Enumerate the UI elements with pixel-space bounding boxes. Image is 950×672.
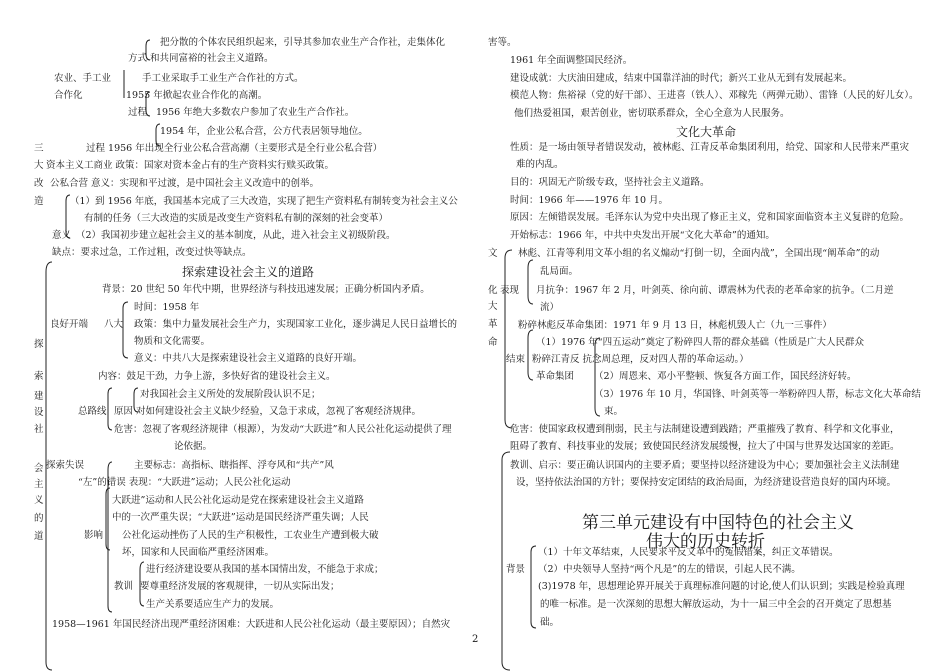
- perf-3: 月抗争：1967 年 2 月，叶剑英、徐向前、谭震林为代表的老革命家的抗争。（二月逆: [536, 285, 894, 296]
- unit-subtitle: 伟大的历史转折: [646, 532, 765, 552]
- cultural-revolution-title: 文化大革命: [676, 125, 737, 139]
- perf-1: 林彪、江青等利用文革小组的名义煽动“打倒一切，全面内战”，全国出现“阐革命”的动: [518, 248, 880, 259]
- harm-1: 危害：使国家政权遭到削弱，民主与法制建设遭到践踏；严重摧残了教育、科学和文化事业，: [510, 424, 900, 435]
- nature-1: 性质：是一场由领导者错误发动，被林彪、江青反革命集团利用，给党、国家和人民带来严重灾: [510, 142, 910, 153]
- significance-2: （2）我国初步建立起社会主义的基本制度，从此，进入社会主义初级阶段。: [76, 230, 396, 241]
- explore-side-5: 会: [34, 463, 44, 474]
- background: 背景：20 世纪 50 年代中期，世界经济与科技迅速发展；正确分析国内矛盾。: [102, 284, 430, 295]
- process-1956: 过程 1956 年出现全行业公私合营高潮（主要形式是全行业公私合营）: [86, 143, 383, 154]
- background-3b: 的唯一标准。是一次深刻的思想大解放运动，为十一届三中全会的召开奠定了思想基: [540, 599, 892, 610]
- purpose: 目的：巩固无产阶级专政，坚持社会主义道路。: [510, 177, 710, 188]
- intro-line-2: 方式 和共同富裕的社会主义道路。: [128, 53, 274, 64]
- unit-title: 第三单元建设有中国特色的社会主义: [582, 513, 854, 533]
- handicraft-way: 手工业采取手工业生产合作社的方式。: [142, 73, 304, 84]
- harm-2: 论依据。: [174, 441, 213, 452]
- gang-2: 粉碎江青反 抗念周总理，反对四人帮的革命运动。）: [532, 354, 749, 365]
- intro-line-1: 把分散的个体农民组织起来，引导其参加农业生产合作社，走集体化: [160, 37, 446, 48]
- capitalist-policy: 资本主义工商业 政策：国家对资本金占有的生产资料实行赎买政策。: [46, 160, 335, 171]
- gang-3: （2）周恩来、邓小平整顿、恢复各方面工作，国民经济好转。: [594, 371, 857, 382]
- significance-label: 意义: [52, 230, 72, 241]
- cause: 原因：左倾错误发展。毛泽东认为党中央出现了修正主义，党和国家面临资本主义复辟的危险。: [510, 212, 910, 223]
- start-sign: 开始标志：1966 年，中共中央发出开展“文化大革命”的通知。: [510, 230, 775, 241]
- commune-1954: 1954 年，企业公私合营，公方代表居领导地位。: [160, 126, 368, 137]
- significance-1b: 有制的任务（三大改造的实质是改变生产资料私有制的深刻的社会变革）: [84, 213, 389, 224]
- agri-1955: 1955 年掀起农业合作化的高潮。: [126, 90, 268, 101]
- reason-2: 原因 对如何建设社会主义缺少经验，又急于求成，忽视了客观经济规律。: [114, 406, 422, 417]
- content: 内容：鼓足干劲，力争上游，多快好省的建设社会主义。: [98, 371, 336, 382]
- background-2: （2）中央领导人坚持“两个凡是”的左的错误，引起人民不满。: [538, 564, 801, 575]
- explore-side-3: 设: [34, 407, 44, 418]
- perf-2: 乱局面。: [540, 266, 579, 277]
- gang-label: 革命集团: [536, 371, 575, 382]
- side-san: 三: [34, 143, 44, 154]
- cont-disaster: 害等。: [488, 37, 517, 48]
- explore-side-4: 社: [34, 424, 44, 435]
- explore-side-7: 义: [34, 495, 44, 506]
- harm-2: 阻碍了教育、科技事业的发展；致使国民经济发展缓慢，拉大了中国与世界发达国家的差距。: [510, 441, 900, 452]
- gang-4b: 束。: [604, 406, 624, 417]
- general-line-label: 总路线: [78, 406, 107, 417]
- cr-side-0: 文: [488, 248, 498, 259]
- leap-3: 公社化运动挫伤了人民的生产积极性，工农业生产遭到极大破: [122, 530, 379, 541]
- side-gai: 改: [34, 178, 44, 189]
- background-3: (3)1978 年，思想理论界开展关于真理标准问题的讨论,使人们认识到；实践是检验真理: [538, 581, 905, 592]
- leap-2: 中的一次严重失误；“大跃进”运动是国民经济严重失调；人民: [112, 512, 369, 523]
- process-label: 过程: [128, 107, 148, 118]
- public-private: 公私合营 意义：实现和平过渡，是中国社会主义改造中的创举。: [50, 178, 320, 189]
- significance-1a: （1）到 1956 年底，我国基本完成了三大改造，实现了把生产资料私有制转变为社会主义公: [70, 196, 458, 207]
- lesson-2: 要尊重经济发展的客观规律，一切从实际出发；: [140, 581, 340, 592]
- agri-1956: 1956 年绝大多数农户参加了农业生产合作社。: [156, 107, 355, 118]
- policy-1: 政策：集中力量发展社会生产力，实现国家工业化，逐步满足人民日益增长的: [134, 319, 458, 330]
- policy-2: 物质和文化需要。: [134, 336, 211, 347]
- explore-side-0: 探: [34, 339, 44, 350]
- cr-side-2: 大: [488, 301, 498, 312]
- meaning-eighth: 意义：中共八大是探索建设社会主义道路的良好开端。: [134, 353, 363, 364]
- cr-side-3: 革: [488, 319, 498, 330]
- left-error: “左”的错误 表现：“大跃进”运动；人民公社化运动: [78, 477, 291, 488]
- background-1: （1）十年文革结束，人民要求平反文革中的冤假错案，纠正文革错误。: [538, 547, 839, 558]
- end-label: 结束: [506, 354, 526, 365]
- explore-side-1: 索: [34, 371, 44, 382]
- cr-side-4: 命: [488, 337, 498, 348]
- time: 时间：1966 年——1976 年 10 月。: [510, 195, 669, 206]
- lesson-1: 进行经济建设要从我国的基本国情出发，不能急于求成；: [146, 564, 384, 575]
- model-figures-2: 他们热爱祖国，艰苦创业，密切联系群众，全心全意为人民服务。: [514, 108, 790, 119]
- leap-1: 大跃进”运动和人民公社化运动是党在探索建设社会主义道路: [112, 495, 364, 506]
- lesson-1: 教训、启示：要正确认识国内的主要矛盾；要坚持以经济建设为中心；要加强社会主义法制建: [510, 460, 900, 471]
- harm-1: 危害：忽视了客观经济规律（根源），为发动“大跃进”和人民公社化运动提供了理: [114, 424, 452, 435]
- page-number: 2: [472, 634, 479, 645]
- lesson-3: 生产关系要适应生产力的发展。: [146, 599, 280, 610]
- lesson-label: 教训: [114, 581, 134, 592]
- lesson-2: 设，坚持依法治国的方针；要保持安定团结的政治局面，为经济建设营造良好的国内环境。: [516, 477, 897, 488]
- background-label: 背景: [506, 564, 526, 575]
- side-da: 大: [34, 160, 44, 171]
- explore-side-2: 建: [34, 391, 44, 402]
- lin-biao: 粉碎林彪反革命集团：1971 年 9 月 13 日，林彪机毁人亡（九一三事件）: [518, 320, 832, 331]
- explore-section-title: 探索建设社会主义的道路: [182, 265, 315, 279]
- explore-side-8: 的: [34, 513, 44, 524]
- adjust-1961: 1961 年全面调整国民经济。: [510, 55, 633, 66]
- background-3c: 础。: [540, 617, 560, 628]
- leap-4: 坏，国家和人民面临严重经济困难。: [122, 547, 275, 558]
- eighth-congress: 八大: [104, 319, 124, 330]
- good-start-label: 良好开端: [50, 319, 89, 330]
- gang-4: （3）1976 年 10 月，华国锋、叶剑英等一举粉碎四人帮，标志文化大革命结: [594, 389, 921, 400]
- model-figures: 模范人物：焦裕禄（党的好干部）、王进喜（铁人）、邓稼先（两弹元勋）、雷锋（人民的好儿女）。: [510, 90, 919, 101]
- shortcoming: 缺点：要求过急，工作过粗，改变过快等缺点。: [52, 247, 252, 258]
- side-zao: 造: [34, 196, 44, 207]
- agri-handicraft-label: 农业、手工业: [54, 73, 112, 84]
- perf-3b: 流）: [540, 302, 560, 313]
- influence-label: 影响: [84, 530, 104, 541]
- main-marks: 主要标志：高指标、瞎指挥、浮夸风和“共产”风: [134, 460, 334, 471]
- gang-1: （1）1976 年“四五运动”奠定了粉碎四人帮的群众基础（性质是广大人民群众: [536, 337, 864, 348]
- reason-1: 对我国社会主义所处的发展阶段认识不足；: [140, 389, 321, 400]
- explore-fail-label: 探索失误: [46, 460, 85, 471]
- explore-side-9: 道: [34, 531, 44, 542]
- cooperation-label: 合作化: [54, 90, 83, 101]
- economic-difficulty: 1958—1961 年国民经济出现严重经济困难：大跃进和人民公社化运动（最主要原因）；自然灾: [52, 619, 451, 630]
- perf-label: 表现: [500, 285, 520, 296]
- achievement: 建设成就：大庆油田建成，结束中国靠洋油的时代；新兴工业从无到有发展起来。: [510, 73, 853, 84]
- time-1958: 时间：1958 年: [134, 302, 200, 313]
- nature-2: 难的内乱。: [516, 159, 564, 170]
- explore-side-6: 主: [34, 479, 44, 490]
- cr-side-1: 化: [488, 285, 498, 296]
